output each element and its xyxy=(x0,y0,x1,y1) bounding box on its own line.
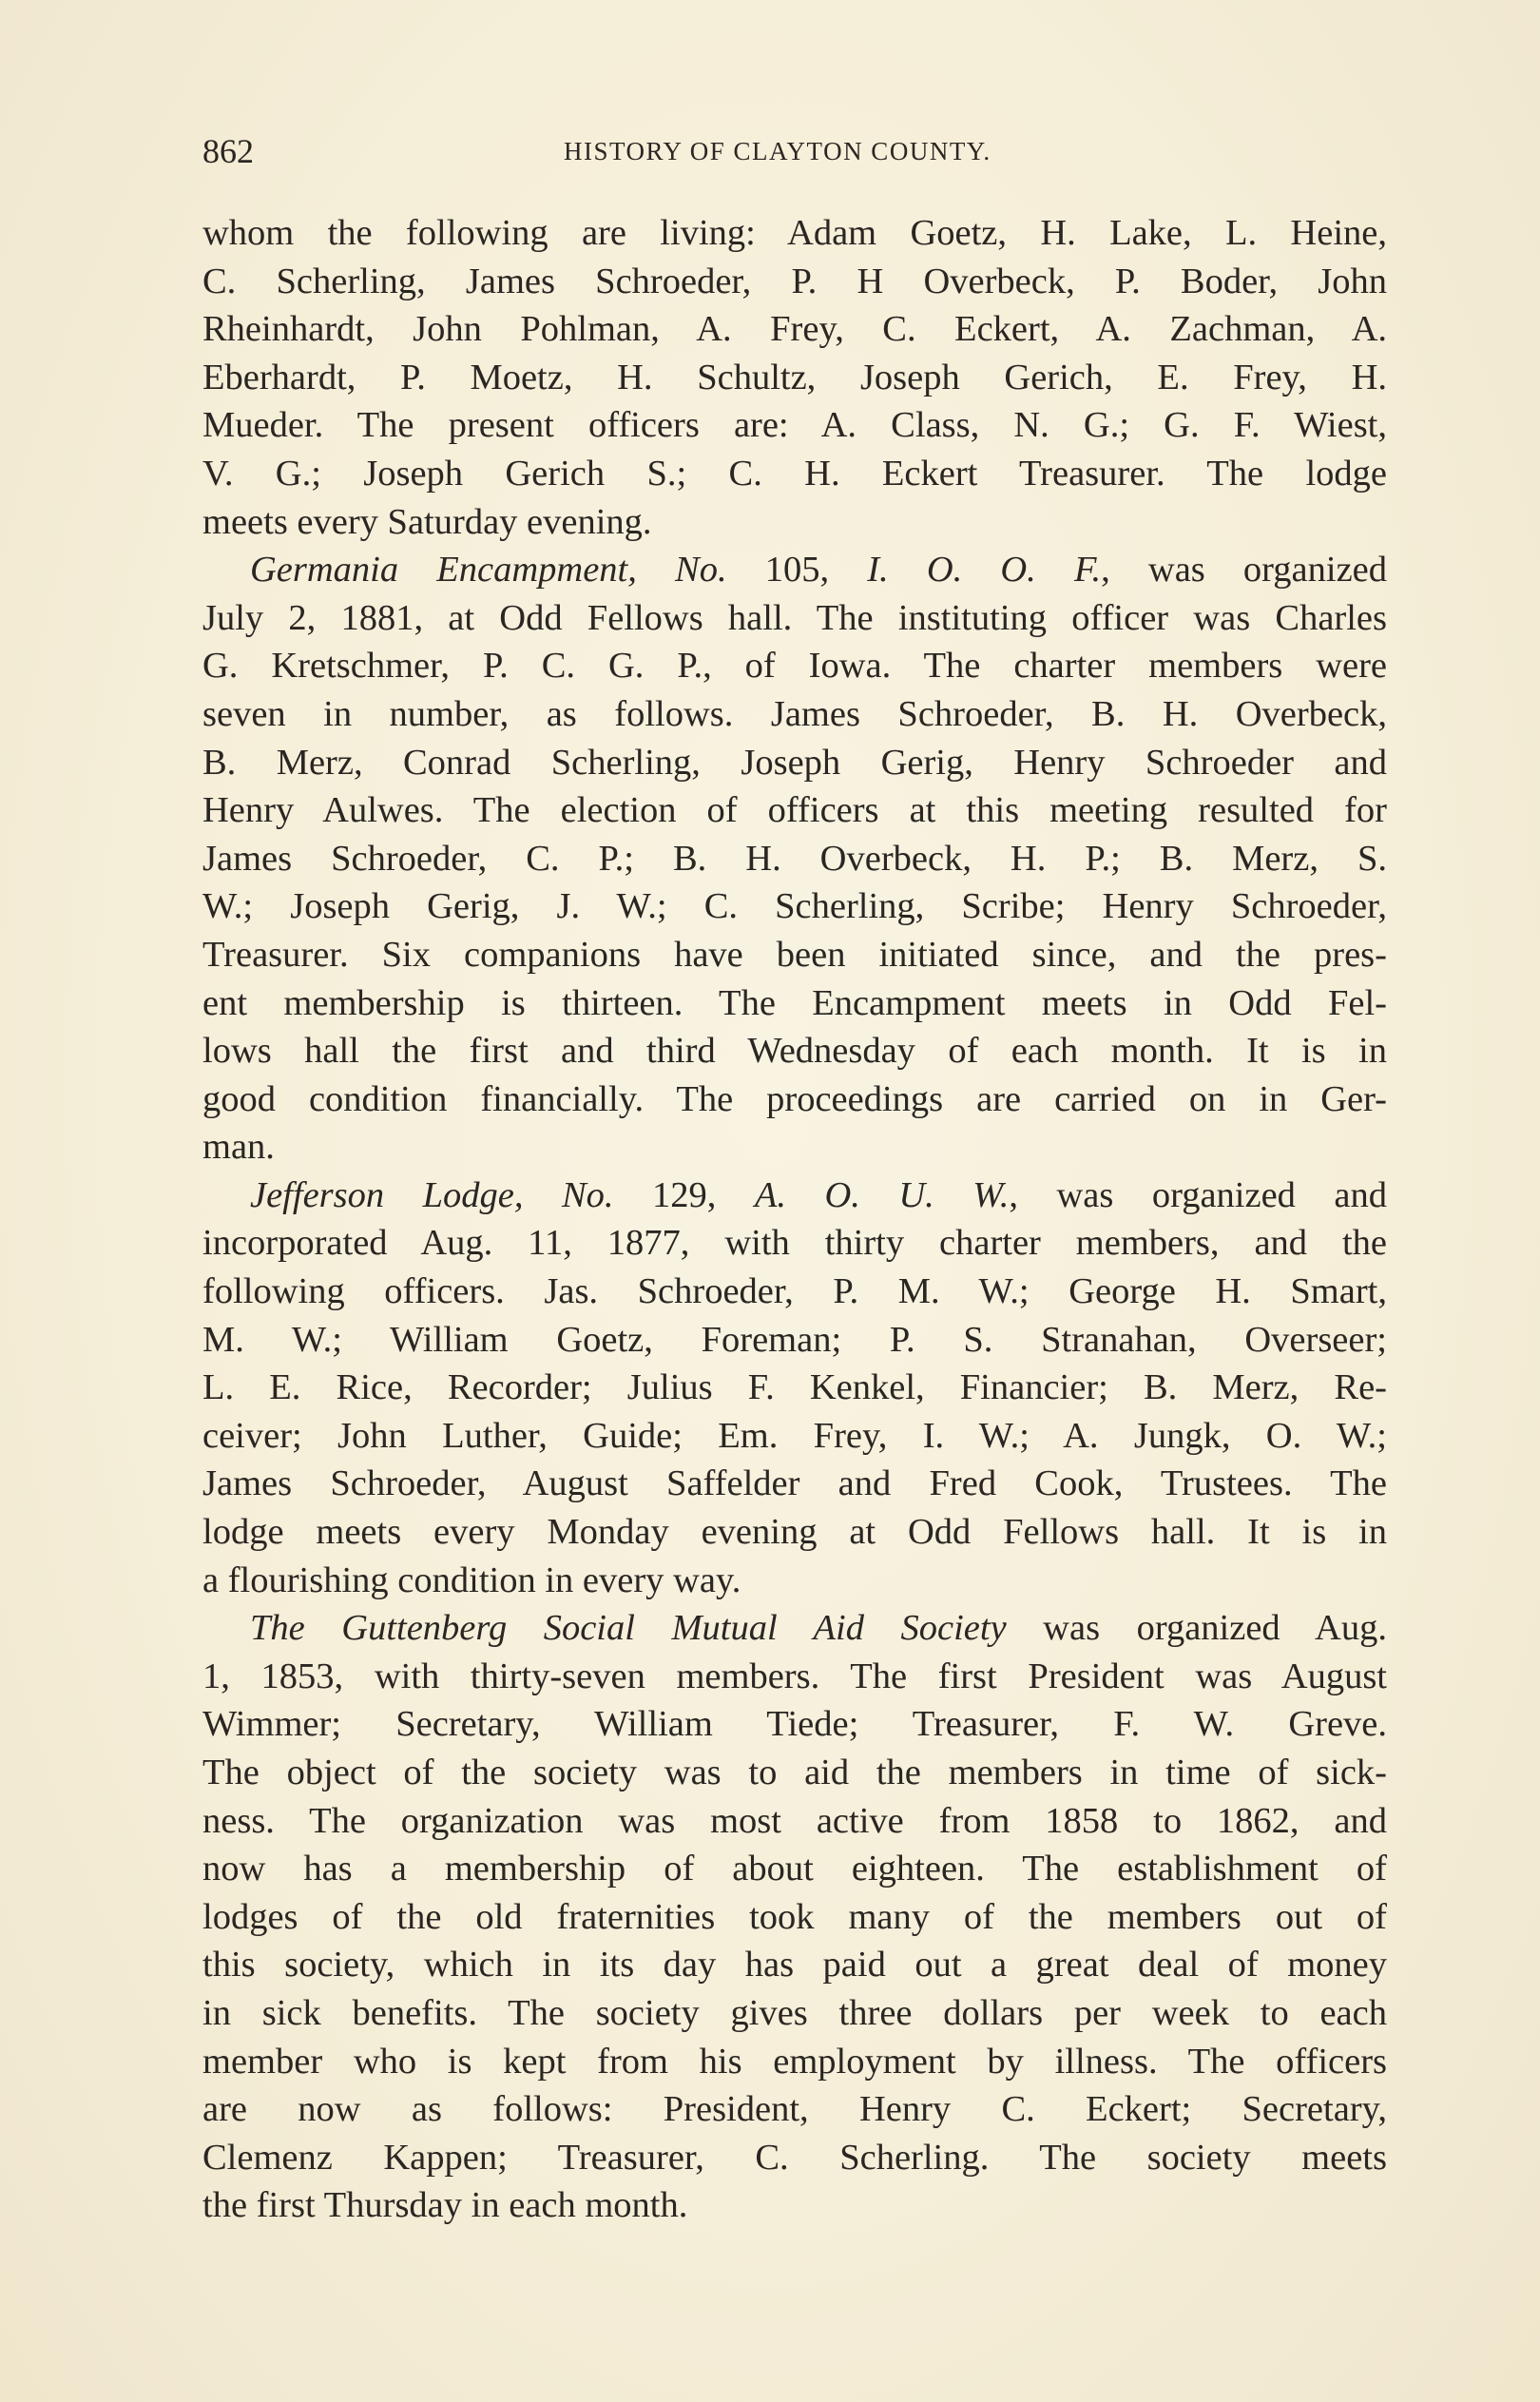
text-span: man. xyxy=(202,1127,275,1168)
italic-name: The Guttenberg Social Mutual Aid Society xyxy=(250,1608,1007,1649)
text-span: V. G.; Joseph Gerich S.; C. H. Eckert Treasurer. The lodge xyxy=(202,453,1387,494)
text-span: ent membership is thirteen. The Encampment meets in Odd Fel- xyxy=(202,982,1387,1023)
text-span: B. Merz, Conrad Scherling, Joseph Gerig, Henry Schroeder and xyxy=(202,742,1387,783)
text-line xyxy=(202,1653,1387,1701)
text-line xyxy=(202,1508,1387,1557)
text-span: incorporated Aug. 11, 1877, with thirty charter members, and the xyxy=(202,1223,1387,1264)
text-line xyxy=(202,498,1387,547)
text-span: lows hall the first and third Wednesday of each month. It is in xyxy=(202,1031,1387,1072)
text-span: meets every Saturday evening. xyxy=(202,501,652,542)
text-span: member who is kept from his employment by illness. The officers xyxy=(202,2041,1387,2082)
text-line xyxy=(202,1700,1387,1749)
text-line xyxy=(202,979,1387,1028)
text-line xyxy=(202,1316,1387,1365)
text-line xyxy=(202,1027,1387,1075)
text-line xyxy=(202,450,1387,498)
text-span: the first Thursday in each month. xyxy=(202,2185,688,2226)
body-text xyxy=(202,209,1387,2230)
text-span: M. W.; William Goetz, Foreman; P. S. Stranahan, Overseer; xyxy=(202,1319,1387,1360)
text-span: Wimmer; Secretary, William Tiede; Treasurer, F. W. Greve. xyxy=(202,1704,1387,1745)
text-line xyxy=(202,1893,1387,1942)
text-line xyxy=(202,209,1387,258)
text-span: 1, 1853, with thirty-seven members. The first President was August xyxy=(202,1656,1387,1696)
text-span: 105, xyxy=(726,550,868,591)
italic-name: Jefferson Lodge, No. xyxy=(250,1174,614,1215)
running-head xyxy=(202,131,1381,179)
text-line xyxy=(202,690,1387,739)
text-line xyxy=(202,1989,1387,2038)
text-line xyxy=(202,1075,1387,1124)
text-span: Mueder. The present officers are: A. Class, N. G.; G. F. Wiest, xyxy=(202,405,1387,446)
text-span: James Schroeder, August Saffelder and Fred Cook, Trustees. The xyxy=(202,1463,1387,1504)
text-span: July 2, 1881, at Odd Fellows hall. The instituting officer was Charles xyxy=(202,597,1387,638)
text-span: James Schroeder, C. P.; B. H. Overbeck, H. P.; B. Merz, S. xyxy=(202,838,1387,879)
text-span: whom the following are living: Adam Goetz, H. Lake, L. Heine, xyxy=(202,213,1387,253)
text-span: seven in number, as follows. James Schroeder, B. H. Overbeck, xyxy=(202,693,1387,734)
text-line xyxy=(202,1123,1387,1172)
text-line xyxy=(202,2134,1387,2182)
italic-name: A. O. U. W. xyxy=(754,1174,1010,1215)
text-line xyxy=(202,642,1387,690)
text-line xyxy=(202,1797,1387,1846)
text-span: following officers. Jas. Schroeder, P. M. W.; George H. Smart, xyxy=(202,1271,1387,1312)
text-line xyxy=(202,1941,1387,1989)
text-line xyxy=(202,1557,1387,1605)
text-span: , was organized and xyxy=(1009,1174,1387,1215)
text-line xyxy=(202,2085,1387,2134)
italic-name: Germania Encampment, No. xyxy=(250,550,727,591)
text-line xyxy=(202,1268,1387,1316)
text-line xyxy=(202,835,1387,883)
text-span: L. E. Rice, Recorder; Julius F. Kenkel, Financier; B. Merz, Re- xyxy=(202,1367,1387,1408)
italic-name: I. O. O. F. xyxy=(867,550,1102,591)
text-span: Clemenz Kappen; Treasurer, C. Scherling. The society meets xyxy=(202,2137,1387,2178)
text-line xyxy=(202,2181,1387,2230)
text-line xyxy=(202,931,1387,979)
text-span: 129, xyxy=(613,1174,755,1215)
text-span: this society, which in its day has paid out a great deal of money xyxy=(202,1945,1387,1986)
text-line xyxy=(202,2038,1387,2086)
text-span: C. Scherling, James Schroeder, P. H Overbeck, P. Boder, John xyxy=(202,261,1387,301)
text-span: was organized Aug. xyxy=(1006,1608,1387,1649)
text-span: now has a membership of about eighteen. The establishment of xyxy=(202,1849,1387,1889)
text-span: a flourishing condition in every way. xyxy=(202,1559,741,1600)
text-line xyxy=(202,786,1387,835)
text-line xyxy=(202,1412,1387,1461)
text-line xyxy=(202,1460,1387,1508)
text-span: Treasurer. Six companions have been initiated since, and the pres- xyxy=(202,934,1387,975)
text-line xyxy=(202,401,1387,450)
text-line xyxy=(202,739,1387,787)
page-number: 862 xyxy=(202,132,254,170)
text-span: G. Kretschmer, P. C. G. P., of Iowa. The charter members were xyxy=(202,646,1387,687)
text-span: , was organized xyxy=(1101,550,1388,591)
text-line xyxy=(202,1604,1387,1653)
text-line xyxy=(202,1219,1387,1268)
text-line xyxy=(202,1845,1387,1893)
text-span: Eberhardt, P. Moetz, H. Schultz, Joseph Gerich, E. Frey, H. xyxy=(202,357,1387,397)
text-line xyxy=(202,258,1387,306)
text-line xyxy=(202,354,1387,402)
text-span: lodge meets every Monday evening at Odd Fellows hall. It is in xyxy=(202,1512,1387,1553)
text-span: The object of the society was to aid the members in time of sick- xyxy=(202,1753,1387,1792)
text-line xyxy=(202,1364,1387,1412)
text-line xyxy=(202,1749,1387,1797)
text-span: Henry Aulwes. The election of officers at this meeting resulted for xyxy=(202,790,1387,831)
text-line xyxy=(202,882,1387,931)
text-span: W.; Joseph Gerig, J. W.; C. Scherling, Scribe; Henry Schroeder, xyxy=(202,886,1387,927)
text-span: Rheinhardt, John Pohlman, A. Frey, C. Eckert, A. Zachman, A. xyxy=(202,309,1387,350)
text-line xyxy=(202,594,1387,643)
text-line xyxy=(202,546,1387,594)
text-span: ceiver; John Luther, Guide; Em. Frey, I. W.; A. Jungk, O. W.; xyxy=(202,1415,1387,1456)
text-span: are now as follows: President, Henry C. Eckert; Secretary, xyxy=(202,2089,1387,2130)
text-line xyxy=(202,305,1387,354)
text-span: good condition financially. The proceedings are carried on in Ger- xyxy=(202,1078,1387,1119)
text-span: ness. The organization was most active from 1858 to 1862, and xyxy=(202,1800,1387,1841)
text-span: lodges of the old fraternities took many of the members out of xyxy=(202,1896,1387,1937)
text-span: in sick benefits. The society gives three dollars per week to each xyxy=(202,1992,1387,2033)
running-title: HISTORY OF CLAYTON COUNTY. xyxy=(564,137,991,165)
text-line xyxy=(202,1172,1387,1220)
